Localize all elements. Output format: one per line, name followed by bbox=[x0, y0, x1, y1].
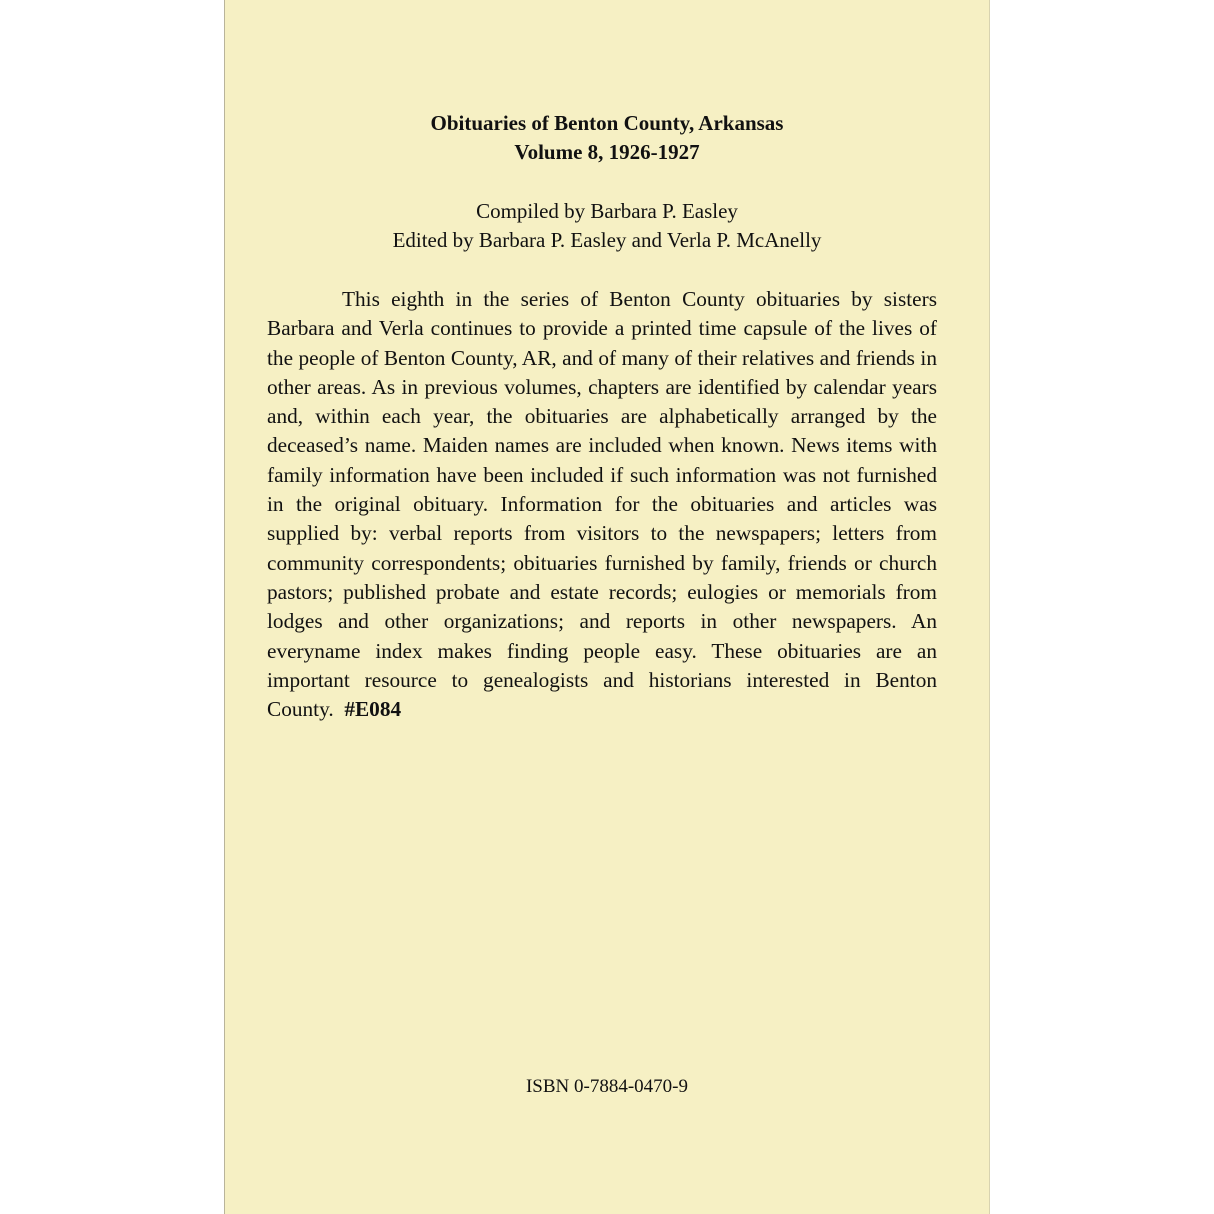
book-description bbox=[267, 285, 937, 724]
book-subtitle: Volume 8, 1926-1927 bbox=[514, 140, 700, 164]
title-block bbox=[224, 109, 990, 167]
book-title: Obituaries of Benton County, Arkansas bbox=[430, 111, 784, 135]
edited-by: Edited by Barbara P. Easley and Verla P. McAnelly bbox=[392, 228, 822, 252]
catalog-number: #E084 bbox=[344, 697, 402, 722]
back-cover bbox=[224, 0, 990, 1214]
isbn: ISBN 0-7884-0470-9 bbox=[525, 1076, 689, 1097]
credits bbox=[224, 197, 990, 255]
compiled-by: Compiled by Barbara P. Easley bbox=[476, 199, 738, 223]
description-text: This eighth in the series of Benton County obituaries by sisters Barbara and Verla continues to provide a printed time capsule of the lives of the people of Benton County, AR, and of many of their relatives and friends in other areas. As in previous volumes, chapters are identified by calendar years and, within each year, the obituaries are alphabetically arranged by the deceased’s name. Maiden names are included when known. News items with family information have been included if such information was not furnished in the original obituary. Information for the obituaries and articles was supplied by: verbal reports from visitors to the newspapers; letters from community correspondents; obituaries furnished by family, friends or church pastors; published probate and estate records; eulogies or memorials from lodges and other organizations; and reports in other newspapers. An everyname index makes finding people easy. These obituaries are an important resource to genealogists and historians interested in Benton County. bbox=[267, 287, 937, 722]
